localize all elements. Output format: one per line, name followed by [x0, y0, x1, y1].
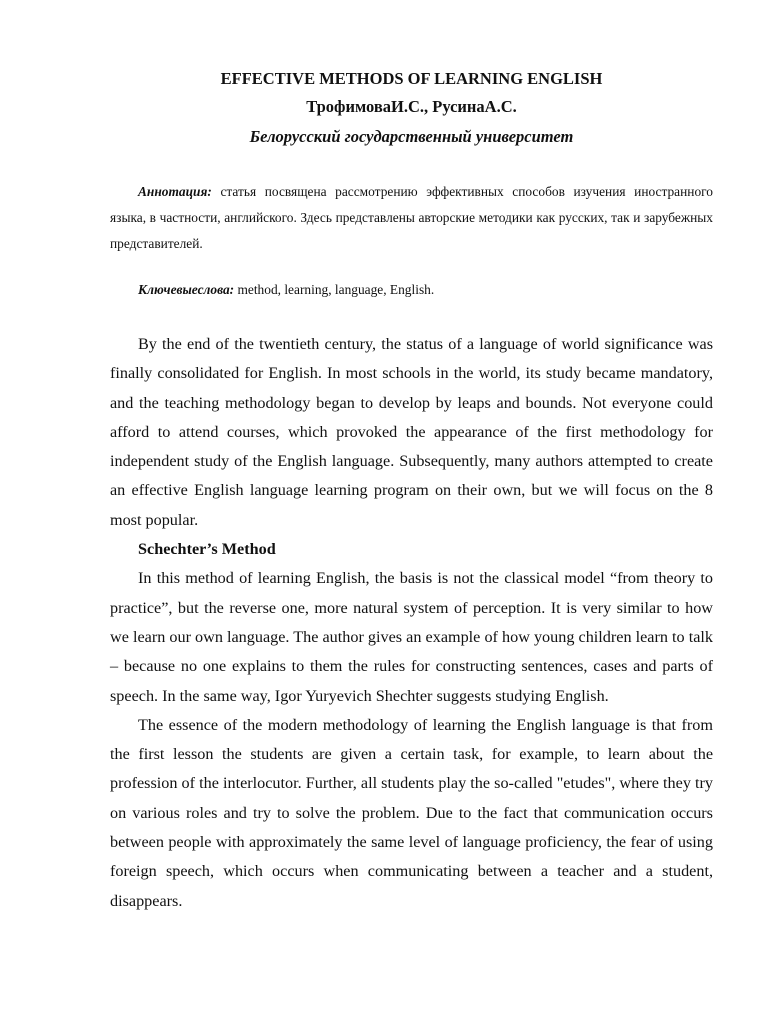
abstract-text: статья посвящена рассмотрению эффективных способов изучения иностранного языка, в частности, английского. Здесь представлены авторские методики как русских, так и зарубежных представителей. — [110, 184, 713, 251]
abstract-label: Аннотация: — [138, 184, 212, 199]
method-paragraph: In this method of learning English, the basis is not the classical model “from theory to practice”, but the reverse one, more natural system of perception. It is very similar to how we learn our own language. The author gives an example of how young children learn to talk – because no one explains to them the rules for constructing sentences, cases and parts of speech. In the same way, Igor Yuryevich Shechter suggests studying English. — [110, 569, 713, 705]
keywords-label: Ключевыеслова: — [138, 282, 235, 297]
keywords-text: method, learning, language, English. — [234, 282, 435, 297]
keywords — [110, 277, 713, 303]
essence-paragraph: The essence of the modern methodology of learning the English language is that from the first lesson the students are given a certain task, for example, to learn about the profession of the interlocutor. Further, all students play the so-called "etudes", where they try on various roles and try to solve the problem. Due to the fact that communication occurs between people with approximately the same level of language proficiency, the fear of using foreign speech, which occurs when communicating between a teacher and a student, disappears. — [110, 715, 713, 910]
section-heading: Schechter’s Method — [138, 540, 276, 559]
intro-paragraph: By the end of the twentieth century, the status of a language of world significance was finally consolidated for English. In most schools in the world, its study became mandatory, and the teaching methodology began to develop by leaps and bounds. Not everyone could afford to attend courses, which provoked the appearance of the first methodology for independent study of the English language. Subsequently, many authors attempted to create an effective English language learning program on their own, but we will focus on the 8 most popular. — [110, 335, 713, 529]
paper-authors: ТрофимоваИ.С., РусинаА.С. — [306, 97, 517, 116]
document-page — [110, 60, 713, 916]
abstract — [110, 179, 713, 257]
paper-affiliation: Белорусский государственный университет — [249, 127, 574, 146]
paper-title: EFFECTIVE METHODS OF LEARNING ENGLISH — [220, 69, 603, 88]
